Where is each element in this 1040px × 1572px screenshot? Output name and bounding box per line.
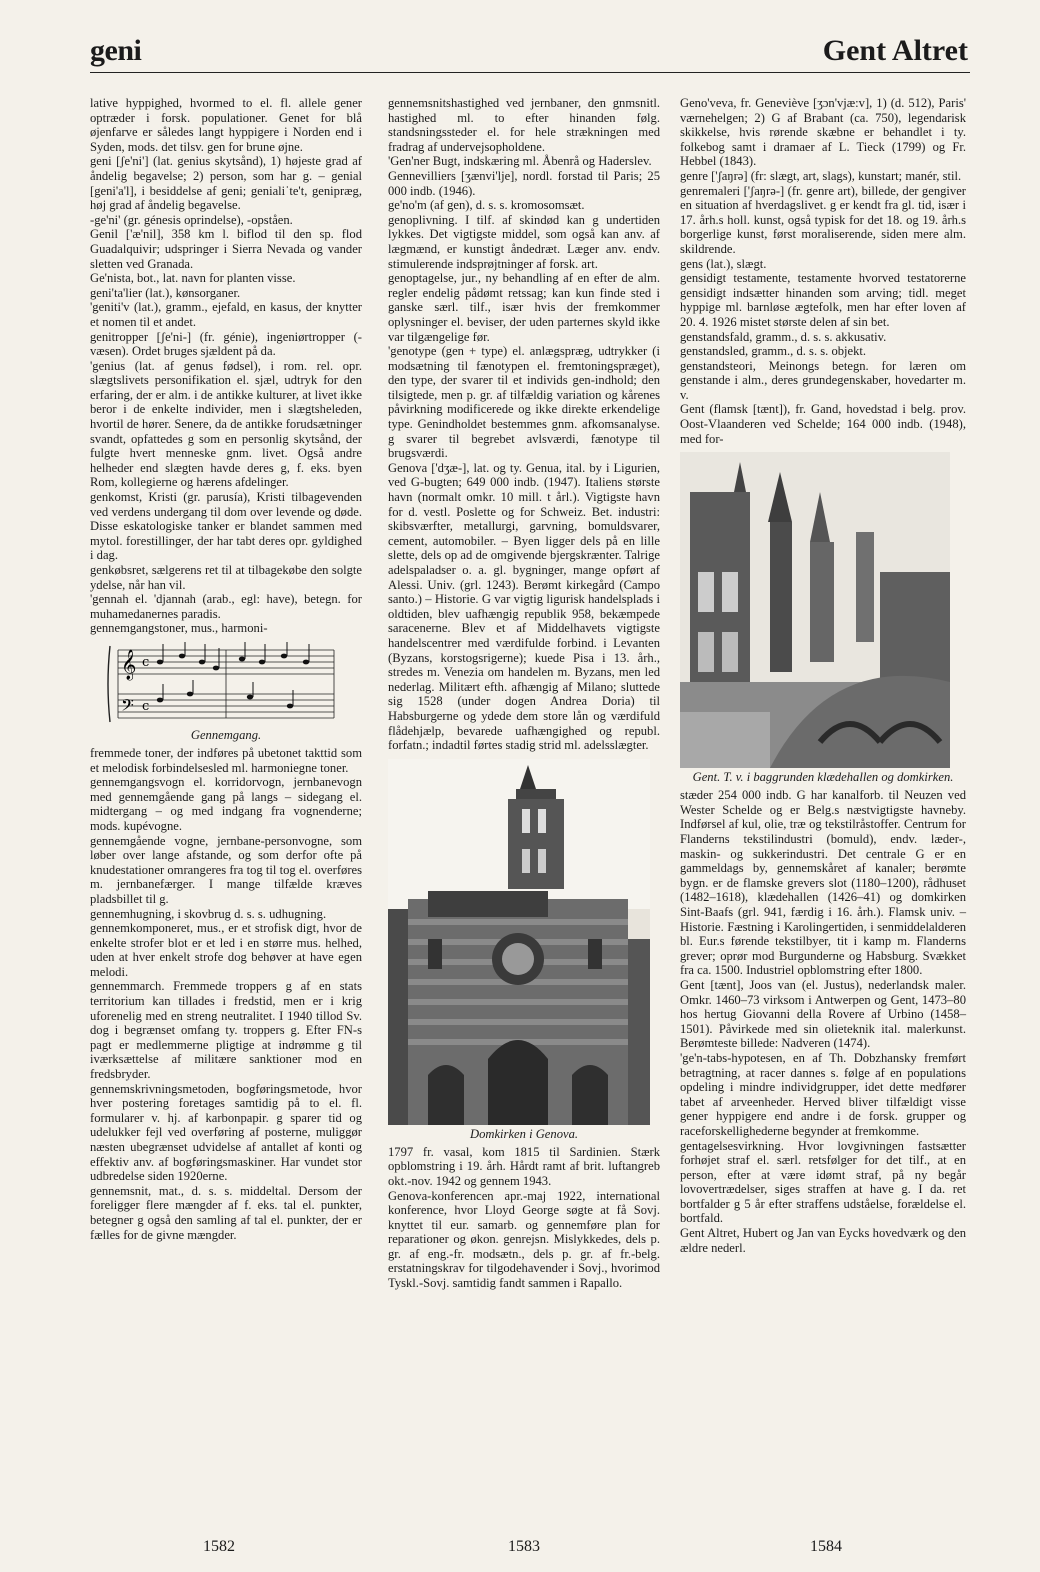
dictionary-entry: genoptagelse, jur., ny behandling af en efter de alm. regler endelig pådømt retssag; kan kun finde sted i ganske særl. tilf., især hvis der fremkommer oplysninger el. beviser, der uden parternes skyld ikke var tilgængelige før. (388, 271, 660, 344)
dictionary-entry: 'Gen'ner Bugt, indskæring ml. Åbenrå og Haderslev. (388, 154, 652, 169)
dictionary-entry: gentagelsesvirkning. Hvor lovgivningen fastsætter forhøjet straf el. særl. retsfølger for det tilf., at en person, efter at være idømt straf, på ny begår lovovertrædelser, siges straffen at have g. I da. ret bortfalder g 5 år efter straffens udståelse, forældelse el. bortfald. (680, 1138, 966, 1226)
svg-text:c: c (142, 698, 150, 714)
music-caption: Gennemgang. (190, 727, 262, 742)
gent-photo (680, 452, 950, 768)
dictionary-entry: Gent [tænt], Joos van (el. Justus), nederlandsk maler. Omkr. 1460–73 virksom i Antwerpen og Gent, 1473–80 hos hertug Giovanni della Rovere af Urbino (1458–1501). Påvirkede med sin olieteknik ital. malerkunst. Berømteste billede: Nadveren (1474). (680, 977, 966, 1051)
dictionary-entry: genremaleri ['ʃaŋrə-] (fr. genre art), billede, der gengiver en situation af hverdagslivet. g er kendt fra gl. tid, især i 17. årh.s holl. kunst, også typisk for det 18. og 19. årh.s borgerlige kunst, først moraliserende, siden mere alm. skildrende. (680, 183, 966, 256)
music-staff-image (90, 642, 362, 726)
dictionary-entry: Gent Altret, Hubert og Jan van Eycks hovedværk og den ældre nederl. (680, 1226, 966, 1255)
dictionary-entry: lative hyppighed, hvormed to el. fl. allele gener optræder i forsk. populationer. Genet for blå øjenfarve er således langt hyppigere i Norden end i Syden, mods. det tilsv. gen for brune øjne. (90, 96, 362, 154)
dictionary-entry: geni'ta'lier (lat.), kønsorganer. (90, 285, 241, 300)
column-3-entries-bottom (680, 788, 966, 1255)
svg-text:c: c (142, 654, 150, 670)
gent-figure (680, 452, 966, 784)
dictionary-entry: genstandsteori, Meinongs betegn. for læren om genstande i alm., deres grundegenskaber, hovedarter m. v. (680, 358, 966, 402)
dictionary-entry: gens (lat.), slægt. (680, 256, 767, 271)
music-figure (90, 642, 362, 742)
column-3-entries-top (680, 96, 966, 446)
genova-cathedral-photo (388, 759, 650, 1125)
dictionary-entry: Genil ['æ'nil], 358 km l. biflod til den sp. flod Guadalquivir; udspringer i Sierra Nevada og vander sletten ved Granada. (90, 227, 362, 271)
genova-photo-caption: Domkirken i Genova. (469, 1126, 579, 1141)
dictionary-entry: Geno'veva, fr. Geneviève [ʒɔn'vjæ:v], 1) (d. 512), Paris' værnehelgen; 2) G af Brabant (ca. 750), legendarisk skikkelse, hvis rørende skæbne er behandlet i ty. folkebog samt i dramaer af L. Tieck (1799) og Fr. Hebbel (1843). (680, 96, 966, 169)
dictionary-entry: fremmede toner, der indføres på ubetonet takttid som et melodisk forbindelsesled ml. harmoniegne toner. (90, 745, 362, 775)
column-2-entries-top (388, 96, 660, 753)
dictionary-entry: genre ['ʃaŋrə] (fr: slægt, art, slags), kunstart; manér, stil. (680, 168, 962, 183)
dictionary-entry: genitropper [ʃe'ni-] (fr. génie), ingeniørtropper (-væsen). Ordet bruges sjældent på da. (90, 329, 362, 359)
dictionary-entry: gensidigt testamente, testamente hvorved testatorerne gensidigt indsætter hinanden som arving; tidl. meget hyppige ml. barnløse ægtefolk, men har efter loven af 20. 4. 1926 mistet største delen af sin bet. (680, 271, 966, 329)
dictionary-entry: 'genotype (gen + type) el. anlægspræg, udtrykker (i modsætning til fænotypen el. fremtoningspræget), den type, der svarer til et individs gen-indhold; den tilsigtede, men p. gr. af tilfældig variation og kårenes påvirkning modificerede og ikke direkte erkendelige type. Genindholdet bestemmes gnm. afkomsanalyse. g svarer til begrebet avlsværdi, fænotype til brugsværdi. (388, 344, 660, 461)
running-head-left: geni (90, 34, 142, 67)
page-number-1582: 1582 (203, 1538, 235, 1555)
dictionary-entry: Genova ['dʒæ-], lat. og ty. Genua, ital. by i Ligurien, ved G-bugten; 649 000 indb. (1947). Italiens største havn (normalt omkr. 10 mill. t årl.). Vigtigste havn for d. vestl. Poslette og for Schweiz. Bet. industri: skibsværfter, metallurgi, garvning, bomuldsvarer, cement, automobiler. – Byen ligger dels på en lille slette, dels op ad de omgivende bjergskrænter. Talrige adelspaladser o. a. gl. bygninger, mange opført af Alessi. Univ. (grl. 1243). Berømt kirkegård (Campo santo.) – Historie. G var vigtig ligurisk handelsplads i oldtiden, blev uafhængig republik 958, bekæmpede saracenerne. Blev et af Middelhavets vigtigste handelscentrer med værdifulde forbind. i Levanten (Byzans, korstogsrigerne); kuede Pisa i 13. årh., stredes m. Venezia om handelen m. Byzans, men led nederlag. Militært efth. afhængig af Milano; sluttede sig 1528 (under dogen Andrea Doria) til Habsburgerne og ydede dem store lån og værdifuld flådehjælp, bevarede uafhængighed og republ. forfatn.; indadtil førtes stadig strid ml. adelsslægter. (388, 460, 660, 753)
dictionary-entry: 'gennah el. 'djannah (arab., egl: have), betegn. for muhamedanernes paradis. (90, 592, 362, 621)
page-number-1583: 1583 (508, 1538, 540, 1555)
column-1-entries-bottom (90, 746, 362, 1242)
dictionary-entry: ge'no'm (af gen), d. s. s. kromosomsæt. (388, 198, 585, 213)
page-number-1584: 1584 (810, 1538, 842, 1555)
dictionary-entry: genkomst, Kristi (gr. parusía), Kristi tilbagevenden ved verdens undergang til dom over levende og døde. Disse eskatologiske tanker er blandet sammen med mytol. forestillinger, der har tabt deres opr. gyldighed i dag. (90, 490, 362, 563)
column-2-entries-bottom (388, 1145, 660, 1291)
dictionary-entry: -ge'ni' (gr. génesis oprindelse), -opståen. (90, 212, 293, 227)
dictionary-entry: Gennevilliers [ʒænvi'lje], nordl. forstad til Paris; 25 000 indb. (1946). (388, 168, 660, 198)
column-1 (90, 96, 362, 1242)
dictionary-entry: Gent (flamsk [tænt]), fr. Gand, hovedstad i belg. prov. Oost-Vlaanderen ved Schelde; 164 000 indb. (1948), med for- (680, 402, 966, 446)
dictionary-entry: gennemsnit, mat., d. s. s. middeltal. Dersom der foreligger flere mængder af f. eks. tal el. punkter, betegner g også den samling af tal el. punkter, der er fælles for de givne mængder. (90, 1183, 362, 1242)
column-3 (680, 96, 966, 1255)
dictionary-entry: gennemgangsvogn el. korridorvogn, jernbanevogn med gennemgående gang på langs – sidegang el. midtergang – og med indgang fra vognenderne; mods. kupévogne. (90, 775, 362, 833)
header-rule (90, 72, 970, 73)
dictionary-entry: gennemskrivningsmetoden, bogføringsmetode, hvor hver postering foretages samtidig på to el. fl. formularer v. hj. af karbonpapir. g sparer tid og udelukker fejl ved overføring af posterne, muliggør næsten ubegrænset udvidelse af antallet af konti og effektiv anv. af bogføringsmaskiner. Har vundet stor udbredelse siden 1920erne. (90, 1081, 362, 1184)
dictionary-entry: gennemhugning, i skovbrug d. s. s. udhugning. (90, 906, 327, 921)
dictionary-entry: Genova-konferencen apr.-maj 1922, international konference, hvor Lloyd George søgte at få Sovj. knyttet til eur. samarb. og gennemføre plan for reparationer og økon. genrejsn. Mislykkedes, dels p. gr. af eng.-fr. modsætn., dels p. gr. af fr.-belg. erstatningskrav for tilgodehavender i Sovj., hvorimod Tyskl.-Sovj. samtidig fandt sammen i Rapallo. (388, 1188, 660, 1291)
dictionary-entry: 'genius (lat. af genus fødsel), i rom. rel. opr. slægtslivets personifikation el. sjæl, udtryk for den erfaring, der er alm. i de antikke kulturer, at livet ikke beror i de enkelte individer, men i slægtsheleden, hvortil de hører. Senere, da de antikke forudsætninger svandt, opfattedes g som en personlig skytsånd, der fulgte hvert menneske gnm. livet. Også andre helheder end slægten havde deres g, f. eks. byen Rom, kollegierne og hærens afdelinger. (90, 358, 362, 490)
svg-text:𝄢: 𝄢 (121, 694, 134, 719)
column-2 (388, 96, 660, 1291)
dictionary-entry: gennemmarch. Fremmede troppers g af en stats territorium kan tillades i fredstid, men er i krig uforenelig med en streng neutralitet. I 1940 tillod Sv. dog i begrænset omfang ty. troppers g. Efter FN-s pagt er medlemmerne pligtige at indrømme g til iværksættelse af militære sanktioner mod en fredsbryder. (90, 979, 362, 1082)
dictionary-entry: 1797 fr. vasal, kom 1815 til Sardinien. Stærk opblomstring i 19. årh. Hårdt ramt af brit. luftangreb okt.-nov. 1942 og gennem 1943. (388, 1144, 660, 1188)
dictionary-entry: 'ge'n-tabs-hypotesen, en af Th. Dobzhansky fremført betragtning, at racer dannes s. følge af en populations opdeling i mindre individgrupper, idet dette medfører tabet af arveenheder. Herved bliver tilfældigt visse gener hyppigere end andre i de forsk. grupper og raceforskellighederne begynder at fremkomme. (680, 1050, 966, 1138)
dictionary-entry: stæder 254 000 indb. G har kanalforb. til Neuzen ved Wester Schelde og er Belg.s næstvigtigste havneby. Indførsel af kul, olie, træ og tekstilråstoffer. Centrum for Flanderns tekstilindustri (bomuld), endv. læder-, maskin- og sukkerindustri. Det centrale G er en gammeldags by, gennemskåret af kanaler; berømte bygn. er de flamske grevers slot (1180–1200), rådhuset (1482–1618), klædehallen (1426–41) og domkirken Sint-Baafs (grl. 941, færdig i 16. årh.). Flamsk univ. – Historie. Fæstning i Karolingertiden, i senmiddelalderen bl. Eur.s førende tekstilbyer, tit i kamp m. Flanderns grever; oprør mod Burgunderne og Habsburg. Svækket fra ca. 1500. Industriel opblomstring efter 1800. (680, 788, 966, 978)
dictionary-entry: genkøbsret, sælgerens ret til at tilbagekøbe den solgte ydelse, når han vil. (90, 563, 362, 592)
dictionary-entry: 'geniti'v (lat.), gramm., ejefald, en kasus, der knytter et nomen til et andet. (90, 300, 362, 329)
dictionary-entry: gennemkomponeret, mus., er et strofisk digt, hvor de enkelte strofer blot er et led i en større mus. helhed, uden at hver enkelt strofe dog behøver at have egen melodi. (90, 921, 362, 979)
dictionary-entry: genoplivning. I tilf. af skindød kan g undertiden lykkes. Det vigtigste middel, som også kan anv. af lægmænd, er kunstigt åndedræt. Læger anv. endv. stimulerende indsprøjtninger af forsk. art. (388, 212, 660, 271)
dictionary-entry: gennemgående vogne, jernbane-personvogne, som løber over lange afstande, og som derfor ofte på knudestationer omrangeres fra tog til tog el. overføres m. jernbanefærger. I mange tilfælde kræves pladsbillet til g. (90, 833, 362, 906)
gent-photo-caption: Gent. T. v. i baggrunden klædehallen og domkirken. (692, 770, 954, 785)
column-1-entries-top (90, 96, 362, 636)
genova-cathedral-figure (388, 759, 660, 1141)
dictionary-entry: genstandsled, gramm., d. s. s. objekt. (680, 344, 867, 359)
running-head-right: Gent Altret (822, 34, 968, 67)
dictionary-entry: genstandsfald, gramm., d. s. s. akkusativ. (680, 329, 887, 344)
dictionary-entry: geni [ʃe'ni'] (lat. genius skytsånd), 1) højeste grad af åndelig begavelse; 2) person, som har g. – genial [geni'a'l], i besiddelse af geni; genialiˈte't, genipræg, høj grad af åndelig begavelse. (90, 154, 362, 213)
dictionary-entry: Ge'nista, bot., lat. navn for planten visse. (90, 271, 296, 286)
dictionary-entry: gennemgangstoner, mus., harmoni- (90, 621, 268, 636)
svg-text:𝄞: 𝄞 (121, 649, 137, 680)
dictionary-entry: gennemsnitshastighed ved jernbaner, den gnmsnitl. hastighed ml. to efter hinanden følg. standsningssteder el. for hele strækningen med fradrag af undervejsopholdene. (388, 96, 660, 154)
